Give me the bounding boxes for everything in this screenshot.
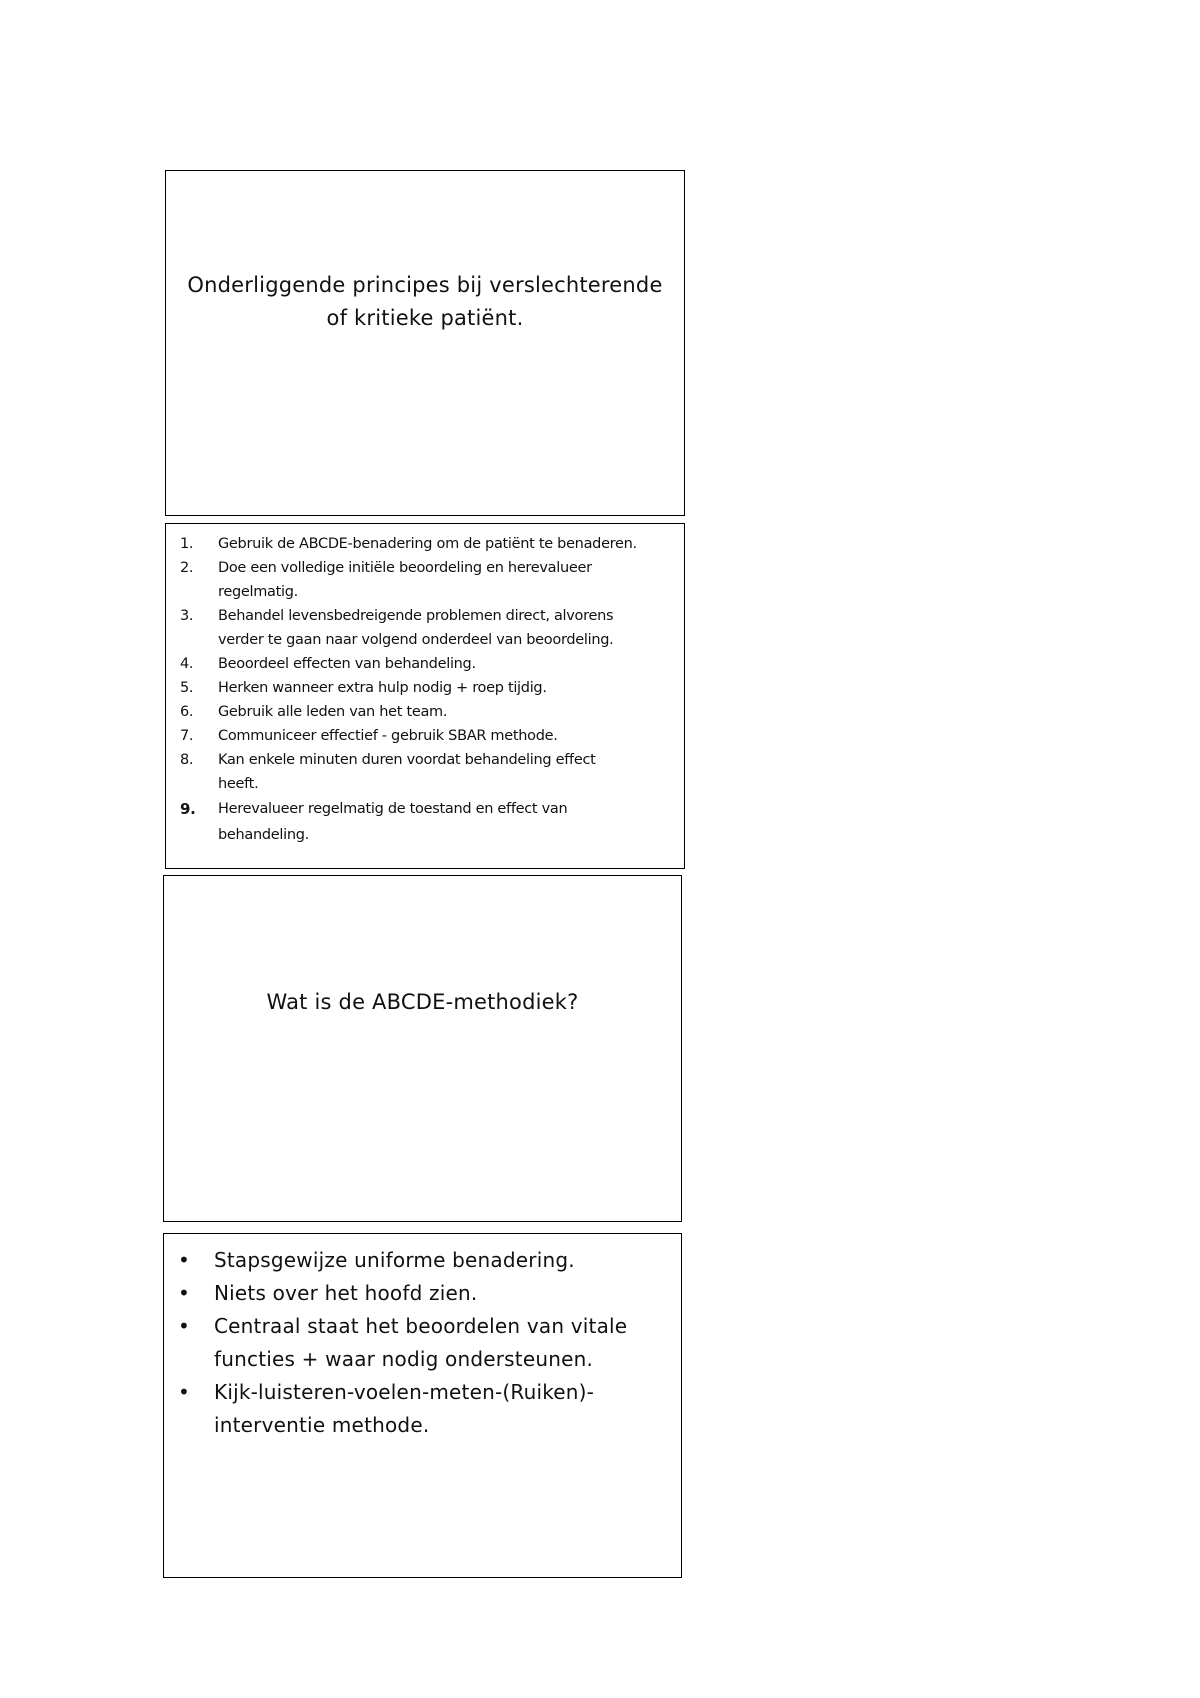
principles-list — [180, 532, 676, 848]
item-text: heeft. — [218, 776, 259, 792]
item-text: Niets over het hoofd zien. — [214, 1281, 478, 1305]
list-item — [176, 1277, 667, 1310]
item-number: 5. — [180, 680, 194, 696]
item-text: Kan enkele minuten duren voordat behandeling effect — [218, 752, 596, 768]
item-number: 6. — [180, 704, 194, 720]
abcde-bullet-list — [176, 1244, 667, 1442]
list-item — [180, 604, 676, 652]
principles-list-card — [165, 523, 685, 869]
item-text: Gebruik alle leden van het team. — [218, 704, 448, 720]
heading-line: Onderliggende principes bij verslechterende — [187, 273, 663, 297]
item-number: 7. — [180, 728, 194, 744]
card-heading — [184, 986, 661, 1019]
bullet-icon: • — [178, 1248, 190, 1272]
bullet-icon: • — [178, 1380, 190, 1404]
list-item — [176, 1310, 667, 1376]
item-text: Herken wanneer extra hulp nodig + roep tijdig. — [218, 680, 547, 696]
abcde-bullets-card — [163, 1233, 682, 1578]
list-item — [180, 724, 676, 748]
item-text: Kijk-luisteren-voelen-meten-(Ruiken)- — [214, 1380, 595, 1404]
item-text: regelmatig. — [218, 584, 298, 600]
item-number: 9. — [180, 800, 196, 818]
item-text: interventie methode. — [214, 1413, 430, 1437]
item-text: behandeling. — [218, 827, 309, 843]
item-text: functies + waar nodig ondersteunen. — [214, 1347, 594, 1371]
item-text: Communiceer effectief - gebruik SBAR methode. — [218, 728, 558, 744]
item-text: Stapsgewijze uniforme benadering. — [214, 1248, 575, 1272]
list-item — [176, 1244, 667, 1277]
item-number: 8. — [180, 752, 194, 768]
list-item — [180, 652, 676, 676]
list-item — [180, 796, 676, 848]
item-number: 2. — [180, 560, 194, 576]
heading-line: of kritieke patiënt. — [326, 306, 524, 330]
title-card-principles — [165, 170, 685, 516]
list-item — [176, 1376, 667, 1442]
list-item — [180, 676, 676, 700]
card-heading — [186, 269, 664, 335]
heading-line: Wat is de ABCDE-methodiek? — [266, 990, 579, 1014]
item-text: Centraal staat het beoordelen van vitale — [214, 1314, 628, 1338]
item-text: Herevalueer regelmatig de toestand en effect van — [218, 801, 568, 817]
title-card-abcde — [163, 875, 682, 1222]
item-number: 4. — [180, 656, 194, 672]
list-item — [180, 700, 676, 724]
list-item — [180, 748, 676, 796]
item-text: Gebruik de ABCDE-benadering om de patiënt te benaderen. — [218, 536, 637, 552]
list-item — [180, 556, 676, 604]
bullet-icon: • — [178, 1314, 190, 1338]
item-text: Doe een volledige initiële beoordeling en herevalueer — [218, 560, 592, 576]
item-number: 3. — [180, 608, 194, 624]
list-item — [180, 532, 676, 556]
item-text: Behandel levensbedreigende problemen direct, alvorens — [218, 608, 614, 624]
bullet-icon: • — [178, 1281, 190, 1305]
item-text: verder te gaan naar volgend onderdeel van beoordeling. — [218, 632, 614, 648]
item-text: Beoordeel effecten van behandeling. — [218, 656, 476, 672]
item-number: 1. — [180, 536, 194, 552]
